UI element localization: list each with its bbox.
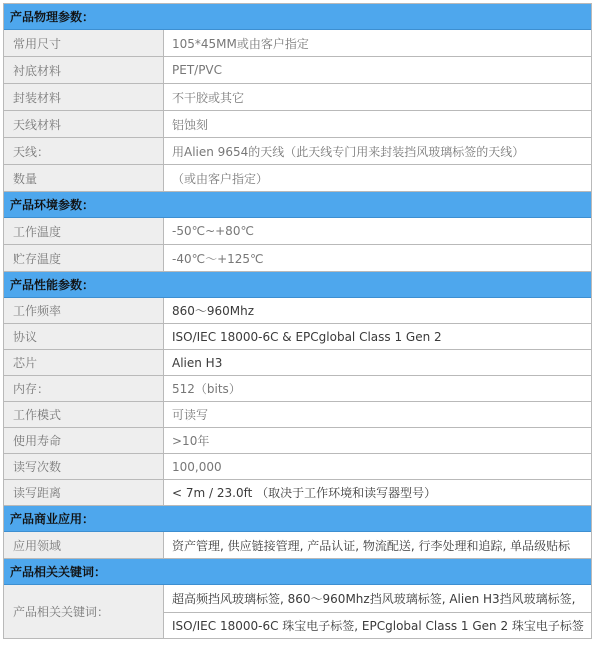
row-value: PET/PVC bbox=[172, 63, 223, 77]
row-label: 应用领域 bbox=[4, 532, 164, 558]
row-label: 工作频率 bbox=[4, 298, 164, 323]
section-header-performance: 产品性能参数： bbox=[4, 272, 591, 298]
row-value: 可读写 bbox=[172, 408, 209, 422]
row-label: 使用寿命 bbox=[4, 428, 164, 453]
row-value: 不干胶或其它 bbox=[172, 90, 245, 105]
row-value: 512（bits） bbox=[172, 382, 241, 396]
row-value: 用Alien 9654的天线（此天线专门用来封装挡风玻璃标签的天线） bbox=[172, 144, 525, 159]
keyword-lines bbox=[164, 585, 591, 638]
row-label: 产品相关关键词： bbox=[4, 585, 164, 638]
table-row bbox=[4, 454, 591, 480]
row-value: （或由客户指定） bbox=[172, 171, 269, 186]
section-header-application: 产品商业应用： bbox=[4, 506, 591, 532]
section-header-physical: 产品物理参数： bbox=[4, 4, 591, 30]
row-value: 860～960Mhz bbox=[172, 304, 255, 318]
row-label: 内存： bbox=[4, 376, 164, 401]
row-label: 读写次数 bbox=[4, 454, 164, 479]
table-row bbox=[4, 111, 591, 138]
row-value: -40℃～+125℃ bbox=[172, 251, 264, 266]
table-row bbox=[4, 402, 591, 428]
row-label: 协议 bbox=[4, 324, 164, 349]
row-label: 工作温度 bbox=[4, 218, 164, 244]
row-value: 铝蚀刻 bbox=[172, 117, 209, 132]
keyword-line: 超高频挡风玻璃标签, 860～960Mhz挡风玻璃标签, Alien H3挡风玻璃标签, bbox=[172, 592, 576, 606]
row-value: 105*45MM或由客户指定 bbox=[172, 36, 309, 51]
row-label: 芯片 bbox=[4, 350, 164, 375]
table-row bbox=[4, 165, 591, 192]
table-row bbox=[4, 532, 591, 559]
row-label: 衬底材料 bbox=[4, 57, 164, 83]
table-row bbox=[4, 30, 591, 57]
table-row bbox=[4, 218, 591, 245]
table-row bbox=[4, 298, 591, 324]
table-row bbox=[4, 428, 591, 454]
row-label: 数量 bbox=[4, 165, 164, 191]
table-row bbox=[4, 324, 591, 350]
row-label: 封装材料 bbox=[4, 84, 164, 110]
keyword-line: ISO/IEC 18000-6C 珠宝电子标签, EPCglobal Class 1 Gen 2 珠宝电子标签 bbox=[164, 612, 591, 638]
row-label: 读写距离 bbox=[4, 480, 164, 505]
row-value: 100,000 bbox=[172, 459, 222, 474]
table-row bbox=[4, 585, 591, 639]
row-value: >10年 bbox=[172, 434, 210, 448]
row-value: -50℃~+80℃ bbox=[172, 224, 254, 238]
row-label: 工作模式 bbox=[4, 402, 164, 427]
table-row bbox=[4, 376, 591, 402]
table-row bbox=[4, 84, 591, 111]
table-row bbox=[4, 138, 591, 165]
row-value: Alien H3 bbox=[172, 355, 223, 370]
spec-table bbox=[3, 3, 592, 639]
row-label: 天线： bbox=[4, 138, 164, 164]
table-row bbox=[4, 245, 591, 272]
table-row bbox=[4, 480, 591, 506]
row-value: ISO/IEC 18000-6C & EPCglobal Class 1 Gen 2 bbox=[172, 329, 442, 344]
row-label: 贮存温度 bbox=[4, 245, 164, 271]
row-value: 资产管理, 供应链接管理, 产品认证, 物流配送, 行李处理和追踪, 单品级贴标 bbox=[172, 538, 571, 553]
row-label: 常用尺寸 bbox=[4, 30, 164, 56]
table-row bbox=[4, 57, 591, 84]
section-header-keywords: 产品相关关键词： bbox=[4, 559, 591, 585]
section-header-environment: 产品环境参数： bbox=[4, 192, 591, 218]
row-label: 天线材料 bbox=[4, 111, 164, 137]
row-value: < 7m / 23.0ft （取决于工作环境和读写器型号） bbox=[172, 486, 437, 500]
table-row bbox=[4, 350, 591, 376]
